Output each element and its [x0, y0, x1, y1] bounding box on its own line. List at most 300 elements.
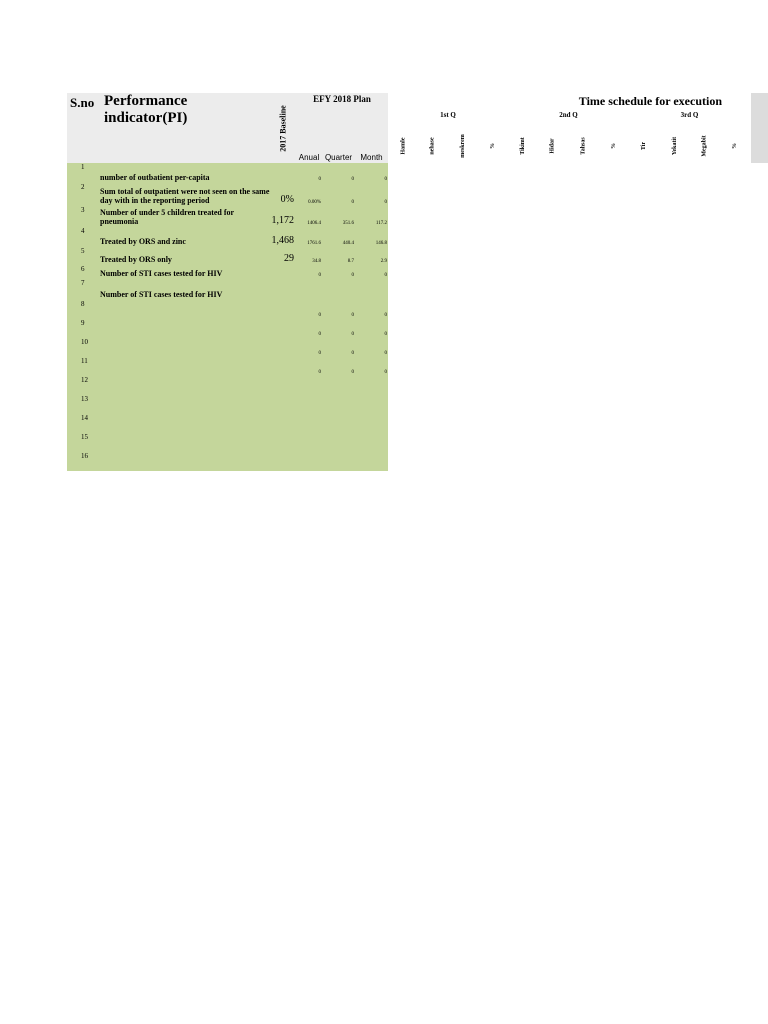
row-7-schedule-cell[interactable] [538, 279, 568, 300]
row-1-quarter[interactable]: 0 [322, 163, 355, 183]
row-8-schedule-cell[interactable] [629, 300, 660, 319]
row-4-schedule-cell[interactable] [538, 227, 568, 247]
row-9-schedule-cell[interactable] [629, 319, 660, 338]
row-9-schedule-cell[interactable] [388, 319, 418, 338]
row-9-schedule-cell[interactable] [690, 319, 720, 338]
row-4-schedule-cell[interactable] [690, 227, 720, 247]
row-5-schedule-cell[interactable] [418, 247, 448, 265]
row-5-indicator[interactable]: Treated by ORS only [99, 247, 270, 265]
row-14-indicator[interactable] [99, 414, 270, 433]
row-2-schedule-cell[interactable] [599, 183, 629, 206]
row-15-schedule-cell[interactable] [388, 433, 418, 452]
row-10-quarter[interactable]: 0 [322, 338, 355, 357]
row-5-anual[interactable]: 34.8 [296, 247, 322, 265]
row-14-schedule-cell[interactable] [660, 414, 690, 433]
header-sno: S.no [67, 93, 99, 163]
row-15-indicator[interactable] [99, 433, 270, 452]
header-indicator: Performance indicator(PI) [99, 93, 270, 163]
row-14-schedule-cell[interactable] [538, 414, 568, 433]
row-13-schedule-cell[interactable] [629, 395, 660, 414]
row-14-schedule-cell[interactable] [568, 414, 599, 433]
row-8-schedule-cell[interactable] [690, 300, 720, 319]
row-15-schedule-cell[interactable] [568, 433, 599, 452]
row-14-schedule-cell[interactable] [418, 414, 448, 433]
row-14-schedule-cell[interactable] [690, 414, 720, 433]
row-4-schedule-cell[interactable] [720, 227, 750, 247]
row-13-schedule-cell[interactable] [418, 395, 448, 414]
row-4-baseline[interactable]: 1,468 [270, 227, 296, 247]
row-10-schedule-cell[interactable] [599, 338, 629, 357]
row-4-month[interactable]: 146.8 [355, 227, 388, 247]
row-2-schedule-cell[interactable] [629, 183, 660, 206]
row-13-schedule-cell[interactable] [448, 395, 478, 414]
row-6-schedule-cell[interactable] [538, 265, 568, 279]
row-15-schedule-cell[interactable] [660, 433, 690, 452]
row-5-schedule-cell[interactable] [690, 247, 720, 265]
row-2-anual[interactable]: 0.00% [296, 183, 322, 206]
row-10-schedule-cell[interactable] [478, 338, 508, 357]
row-11-quarter[interactable]: 0 [322, 357, 355, 376]
row-12-month[interactable] [355, 376, 388, 395]
row-4-schedule-cell[interactable] [629, 227, 660, 247]
row-15-schedule-cell[interactable] [448, 433, 478, 452]
row-15-schedule-cell[interactable] [508, 433, 538, 452]
row-9-month[interactable]: 0 [355, 319, 388, 338]
row-10-anual[interactable]: 0 [296, 338, 322, 357]
row-11-month[interactable]: 0 [355, 357, 388, 376]
row-6-schedule-cell[interactable] [568, 265, 599, 279]
row-8-schedule-cell[interactable] [388, 300, 418, 319]
month-label: Tir [641, 141, 648, 151]
row-3-schedule-cell[interactable] [448, 206, 478, 227]
row-13-schedule-cell[interactable] [508, 395, 538, 414]
row-6-schedule-cell[interactable] [720, 265, 750, 279]
row-7-baseline[interactable] [270, 279, 296, 300]
month-col-tikimt-4 [508, 129, 538, 163]
row-9-schedule-cell[interactable] [508, 319, 538, 338]
row-2-sno: 2 [67, 183, 99, 206]
row-6-schedule-cell[interactable] [448, 265, 478, 279]
plan-col-month: Month [355, 133, 388, 163]
row-16-schedule-cell[interactable] [508, 452, 538, 471]
row-10-schedule-cell[interactable] [538, 338, 568, 357]
row-4-schedule-cell[interactable] [508, 227, 538, 247]
row-6-schedule-cell[interactable] [629, 265, 660, 279]
row-9-schedule-cell[interactable] [538, 319, 568, 338]
row-4-anual[interactable]: 1761.6 [296, 227, 322, 247]
row-16-anual[interactable] [296, 452, 322, 471]
row-14-schedule-cell[interactable] [448, 414, 478, 433]
row-4-schedule-cell[interactable] [568, 227, 599, 247]
row-1-schedule-cell[interactable] [568, 163, 599, 183]
row-9-schedule-cell[interactable] [660, 319, 690, 338]
row-12-quarter[interactable] [322, 376, 355, 395]
row-7-anual[interactable] [296, 279, 322, 300]
row-11-schedule-cell[interactable] [690, 357, 720, 376]
row-11-schedule-cell[interactable] [720, 357, 750, 376]
row-2-schedule-cell[interactable] [508, 183, 538, 206]
row-15-quarter[interactable] [322, 433, 355, 452]
row-7-schedule-cell[interactable] [660, 279, 690, 300]
row-11-schedule-cell[interactable] [538, 357, 568, 376]
row-5-schedule-cell[interactable] [388, 247, 418, 265]
row-8-schedule-cell[interactable] [418, 300, 448, 319]
row-16-indicator[interactable] [99, 452, 270, 471]
row-16-schedule-cell[interactable] [418, 452, 448, 471]
row-15-baseline[interactable] [270, 433, 296, 452]
row-11-sno: 11 [67, 357, 99, 376]
row-11-anual[interactable]: 0 [296, 357, 322, 376]
row-5-schedule-cell[interactable] [448, 247, 478, 265]
row-6-baseline[interactable] [270, 265, 296, 279]
row-11-schedule-cell[interactable] [478, 357, 508, 376]
row-10-schedule-cell[interactable] [629, 338, 660, 357]
row-15-anual[interactable] [296, 433, 322, 452]
row-16-quarter[interactable] [322, 452, 355, 471]
quarter-3: 3rd Q [629, 109, 750, 129]
row-3-schedule-cell[interactable] [388, 206, 418, 227]
row-1-schedule-cell[interactable] [388, 163, 418, 183]
row-8-schedule-cell[interactable] [508, 300, 538, 319]
row-11-schedule-cell[interactable] [599, 357, 629, 376]
row-6-schedule-cell[interactable] [478, 265, 508, 279]
row-11-schedule-cell[interactable] [388, 357, 418, 376]
row-5-month[interactable]: 2.9 [355, 247, 388, 265]
row-4-schedule-cell[interactable] [599, 227, 629, 247]
row-14-schedule-cell[interactable] [720, 414, 750, 433]
row-8-schedule-cell[interactable] [720, 300, 750, 319]
row-7-schedule-cell[interactable] [418, 279, 448, 300]
row-3-indicator[interactable]: Number of under 5 children treated for pneumonia [99, 206, 270, 227]
row-12-schedule-cell[interactable] [388, 376, 418, 395]
row-4-schedule-cell[interactable] [448, 227, 478, 247]
row-13-quarter[interactable] [322, 395, 355, 414]
row-12-schedule-cell[interactable] [538, 376, 568, 395]
row-6-schedule-cell[interactable] [690, 265, 720, 279]
row-12-schedule-cell[interactable] [720, 376, 750, 395]
row-16-schedule-cell[interactable] [448, 452, 478, 471]
row-2-schedule-cell[interactable] [418, 183, 448, 206]
row-6-anual[interactable]: 0 [296, 265, 322, 279]
row-2-indicator[interactable]: Sum total of outpatient were not seen on the same day with in the reporting period [99, 183, 270, 206]
row-13-schedule-cell[interactable] [478, 395, 508, 414]
row-5-sno: 5 [67, 247, 99, 265]
header-baseline [270, 93, 296, 163]
row-14-month[interactable] [355, 414, 388, 433]
row-12-indicator[interactable] [99, 376, 270, 395]
row-2-schedule-cell[interactable] [720, 183, 750, 206]
row-2-schedule-cell[interactable] [448, 183, 478, 206]
row-9-schedule-cell[interactable] [599, 319, 629, 338]
row-3-schedule-cell[interactable] [568, 206, 599, 227]
row-13-schedule-cell[interactable] [568, 395, 599, 414]
row-10-schedule-cell[interactable] [720, 338, 750, 357]
row-16-schedule-cell[interactable] [538, 452, 568, 471]
row-6-schedule-cell[interactable] [508, 265, 538, 279]
row-9-schedule-cell[interactable] [418, 319, 448, 338]
row-1-schedule-cell[interactable] [418, 163, 448, 183]
row-2-schedule-cell[interactable] [568, 183, 599, 206]
row-7-schedule-cell[interactable] [568, 279, 599, 300]
row-6-quarter[interactable]: 0 [322, 265, 355, 279]
row-14-schedule-cell[interactable] [629, 414, 660, 433]
row-10-schedule-cell[interactable] [568, 338, 599, 357]
row-7-sno: 7 [67, 279, 99, 300]
row-10-baseline[interactable] [270, 338, 296, 357]
row-5-schedule-cell[interactable] [538, 247, 568, 265]
row-13-baseline[interactable] [270, 395, 296, 414]
row-12-schedule-cell[interactable] [690, 376, 720, 395]
row-4-indicator[interactable]: Treated by ORS and zinc [99, 227, 270, 247]
row-9-indicator[interactable] [99, 319, 270, 338]
row-16-schedule-cell[interactable] [629, 452, 660, 471]
row-3-anual[interactable]: 1406.4 [296, 206, 322, 227]
row-3-schedule-cell[interactable] [508, 206, 538, 227]
baseline-label: 2017 Baseline [278, 104, 288, 152]
row-5-schedule-cell[interactable] [629, 247, 660, 265]
row-1-baseline[interactable] [270, 163, 296, 183]
row-8-schedule-cell[interactable] [538, 300, 568, 319]
month-label: Tahsas [580, 137, 587, 155]
row-11-baseline[interactable] [270, 357, 296, 376]
row-3-quarter[interactable]: 351.6 [322, 206, 355, 227]
row-10-month[interactable]: 0 [355, 338, 388, 357]
row-14-schedule-cell[interactable] [508, 414, 538, 433]
row-3-schedule-cell[interactable] [599, 206, 629, 227]
row-10-schedule-cell[interactable] [448, 338, 478, 357]
row-1-schedule-cell[interactable] [660, 163, 690, 183]
row-9-schedule-cell[interactable] [720, 319, 750, 338]
row-7-schedule-cell[interactable] [448, 279, 478, 300]
row-8-anual[interactable]: 0 [296, 300, 322, 319]
row-9-schedule-cell[interactable] [448, 319, 478, 338]
row-14-schedule-cell[interactable] [599, 414, 629, 433]
row-10-schedule-cell[interactable] [660, 338, 690, 357]
row-6-schedule-cell[interactable] [418, 265, 448, 279]
row-14-quarter[interactable] [322, 414, 355, 433]
row-1-sno: 1 [67, 163, 99, 183]
row-9-anual[interactable]: 0 [296, 319, 322, 338]
row-7-schedule-cell[interactable] [508, 279, 538, 300]
row-13-schedule-cell[interactable] [538, 395, 568, 414]
row-15-schedule-cell[interactable] [478, 433, 508, 452]
row-15-schedule-cell[interactable] [690, 433, 720, 452]
month-label: Tikimt [520, 137, 526, 155]
row-3-schedule-cell[interactable] [418, 206, 448, 227]
row-4-schedule-cell[interactable] [478, 227, 508, 247]
row-2-schedule-cell[interactable] [660, 183, 690, 206]
row-15-schedule-cell[interactable] [538, 433, 568, 452]
row-16-schedule-cell[interactable] [599, 452, 629, 471]
row-16-schedule-cell[interactable] [388, 452, 418, 471]
month-col-hidar-5 [538, 129, 568, 163]
row-3-schedule-cell[interactable] [720, 206, 750, 227]
row-10-schedule-cell[interactable] [508, 338, 538, 357]
row-16-schedule-cell[interactable] [720, 452, 750, 471]
row-1-schedule-cell[interactable] [508, 163, 538, 183]
row-12-schedule-cell[interactable] [629, 376, 660, 395]
row-7-indicator[interactable]: Number of STI cases tested for HIV [99, 279, 270, 300]
row-12-schedule-cell[interactable] [418, 376, 448, 395]
row-13-sno: 13 [67, 395, 99, 414]
row-8-schedule-cell[interactable] [599, 300, 629, 319]
row-7-schedule-cell[interactable] [388, 279, 418, 300]
row-4-quarter[interactable]: 440.4 [322, 227, 355, 247]
row-12-anual[interactable] [296, 376, 322, 395]
row-14-baseline[interactable] [270, 414, 296, 433]
row-11-indicator[interactable] [99, 357, 270, 376]
row-3-schedule-cell[interactable] [690, 206, 720, 227]
row-5-schedule-cell[interactable] [720, 247, 750, 265]
row-8-schedule-cell[interactable] [478, 300, 508, 319]
scroll-edge [751, 93, 768, 163]
row-4-schedule-cell[interactable] [660, 227, 690, 247]
row-8-indicator[interactable] [99, 300, 270, 319]
row-1-anual[interactable]: 0 [296, 163, 322, 183]
row-4-schedule-cell[interactable] [418, 227, 448, 247]
row-12-schedule-cell[interactable] [568, 376, 599, 395]
row-12-schedule-cell[interactable] [599, 376, 629, 395]
row-5-schedule-cell[interactable] [478, 247, 508, 265]
row-10-schedule-cell[interactable] [690, 338, 720, 357]
row-3-month[interactable]: 117.2 [355, 206, 388, 227]
row-16-schedule-cell[interactable] [478, 452, 508, 471]
row-7-schedule-cell[interactable] [599, 279, 629, 300]
row-13-indicator[interactable] [99, 395, 270, 414]
row-4-schedule-cell[interactable] [388, 227, 418, 247]
row-8-schedule-cell[interactable] [660, 300, 690, 319]
row-6-schedule-cell[interactable] [660, 265, 690, 279]
row-16-sno: 16 [67, 452, 99, 471]
row-7-schedule-cell[interactable] [478, 279, 508, 300]
row-10-schedule-cell[interactable] [418, 338, 448, 357]
row-5-schedule-cell[interactable] [508, 247, 538, 265]
row-6-month[interactable]: 0 [355, 265, 388, 279]
row-15-month[interactable] [355, 433, 388, 452]
row-6-schedule-cell[interactable] [388, 265, 418, 279]
month-col-percent-11 [720, 129, 750, 163]
row-5-quarter[interactable]: 8.7 [322, 247, 355, 265]
row-1-schedule-cell[interactable] [720, 163, 750, 183]
row-3-baseline[interactable]: 1,172 [270, 206, 296, 227]
row-14-schedule-cell[interactable] [388, 414, 418, 433]
row-13-anual[interactable] [296, 395, 322, 414]
row-5-baseline[interactable]: 29 [270, 247, 296, 265]
row-15-schedule-cell[interactable] [599, 433, 629, 452]
row-12-schedule-cell[interactable] [448, 376, 478, 395]
row-8-schedule-cell[interactable] [568, 300, 599, 319]
row-11-schedule-cell[interactable] [508, 357, 538, 376]
row-10-schedule-cell[interactable] [388, 338, 418, 357]
row-2-schedule-cell[interactable] [388, 183, 418, 206]
month-col-tir-8 [629, 129, 660, 163]
row-16-schedule-cell[interactable] [660, 452, 690, 471]
row-10-indicator[interactable] [99, 338, 270, 357]
row-6-schedule-cell[interactable] [599, 265, 629, 279]
row-16-schedule-cell[interactable] [568, 452, 599, 471]
month-col-percent-7 [599, 129, 629, 163]
row-7-quarter[interactable] [322, 279, 355, 300]
row-9-quarter[interactable]: 0 [322, 319, 355, 338]
row-12-baseline[interactable] [270, 376, 296, 395]
row-1-schedule-cell[interactable] [629, 163, 660, 183]
row-11-schedule-cell[interactable] [629, 357, 660, 376]
row-3-schedule-cell[interactable] [538, 206, 568, 227]
row-15-schedule-cell[interactable] [418, 433, 448, 452]
row-13-schedule-cell[interactable] [388, 395, 418, 414]
row-16-month[interactable] [355, 452, 388, 471]
row-13-schedule-cell[interactable] [599, 395, 629, 414]
row-13-schedule-cell[interactable] [720, 395, 750, 414]
row-12-schedule-cell[interactable] [508, 376, 538, 395]
row-14-anual[interactable] [296, 414, 322, 433]
row-2-schedule-cell[interactable] [478, 183, 508, 206]
row-7-schedule-cell[interactable] [690, 279, 720, 300]
row-1-month[interactable]: 0 [355, 163, 388, 183]
row-1-schedule-cell[interactable] [538, 163, 568, 183]
row-1-indicator[interactable]: number of outbatient per-capita [99, 163, 270, 183]
row-8-month[interactable]: 0 [355, 300, 388, 319]
row-15-schedule-cell[interactable] [629, 433, 660, 452]
month-label: % [732, 143, 738, 149]
row-15-schedule-cell[interactable] [720, 433, 750, 452]
row-4-sno: 4 [67, 227, 99, 247]
row-2-quarter[interactable]: 0 [322, 183, 355, 206]
row-2-schedule-cell[interactable] [538, 183, 568, 206]
row-7-schedule-cell[interactable] [720, 279, 750, 300]
row-2-month[interactable]: 0 [355, 183, 388, 206]
row-2-schedule-cell[interactable] [690, 183, 720, 206]
row-5-schedule-cell[interactable] [599, 247, 629, 265]
month-label: meskrem [460, 134, 466, 158]
row-12-schedule-cell[interactable] [660, 376, 690, 395]
row-3-schedule-cell[interactable] [478, 206, 508, 227]
row-13-schedule-cell[interactable] [690, 395, 720, 414]
row-14-schedule-cell[interactable] [478, 414, 508, 433]
row-9-baseline[interactable] [270, 319, 296, 338]
row-1-schedule-cell[interactable] [599, 163, 629, 183]
row-8-quarter[interactable]: 0 [322, 300, 355, 319]
row-13-schedule-cell[interactable] [660, 395, 690, 414]
row-6-indicator[interactable]: Number of STI cases tested for HIV [99, 265, 270, 279]
row-8-schedule-cell[interactable] [448, 300, 478, 319]
row-1-schedule-cell[interactable] [690, 163, 720, 183]
row-9-schedule-cell[interactable] [478, 319, 508, 338]
row-5-schedule-cell[interactable] [660, 247, 690, 265]
row-3-schedule-cell[interactable] [660, 206, 690, 227]
month-col-meskrem-2 [448, 129, 478, 163]
row-16-schedule-cell[interactable] [690, 452, 720, 471]
row-12-schedule-cell[interactable] [478, 376, 508, 395]
row-7-month[interactable] [355, 279, 388, 300]
row-2-baseline[interactable]: 0% [270, 183, 296, 206]
row-11-schedule-cell[interactable] [568, 357, 599, 376]
row-11-schedule-cell[interactable] [660, 357, 690, 376]
row-13-month[interactable] [355, 395, 388, 414]
row-1-schedule-cell[interactable] [448, 163, 478, 183]
row-3-schedule-cell[interactable] [629, 206, 660, 227]
row-9-schedule-cell[interactable] [568, 319, 599, 338]
month-label: Hidar [550, 138, 556, 154]
row-7-schedule-cell[interactable] [629, 279, 660, 300]
row-8-baseline[interactable] [270, 300, 296, 319]
row-16-baseline[interactable] [270, 452, 296, 471]
row-1-schedule-cell[interactable] [478, 163, 508, 183]
row-5-schedule-cell[interactable] [568, 247, 599, 265]
row-11-schedule-cell[interactable] [448, 357, 478, 376]
row-11-schedule-cell[interactable] [418, 357, 448, 376]
month-label: Megabit [701, 135, 708, 157]
